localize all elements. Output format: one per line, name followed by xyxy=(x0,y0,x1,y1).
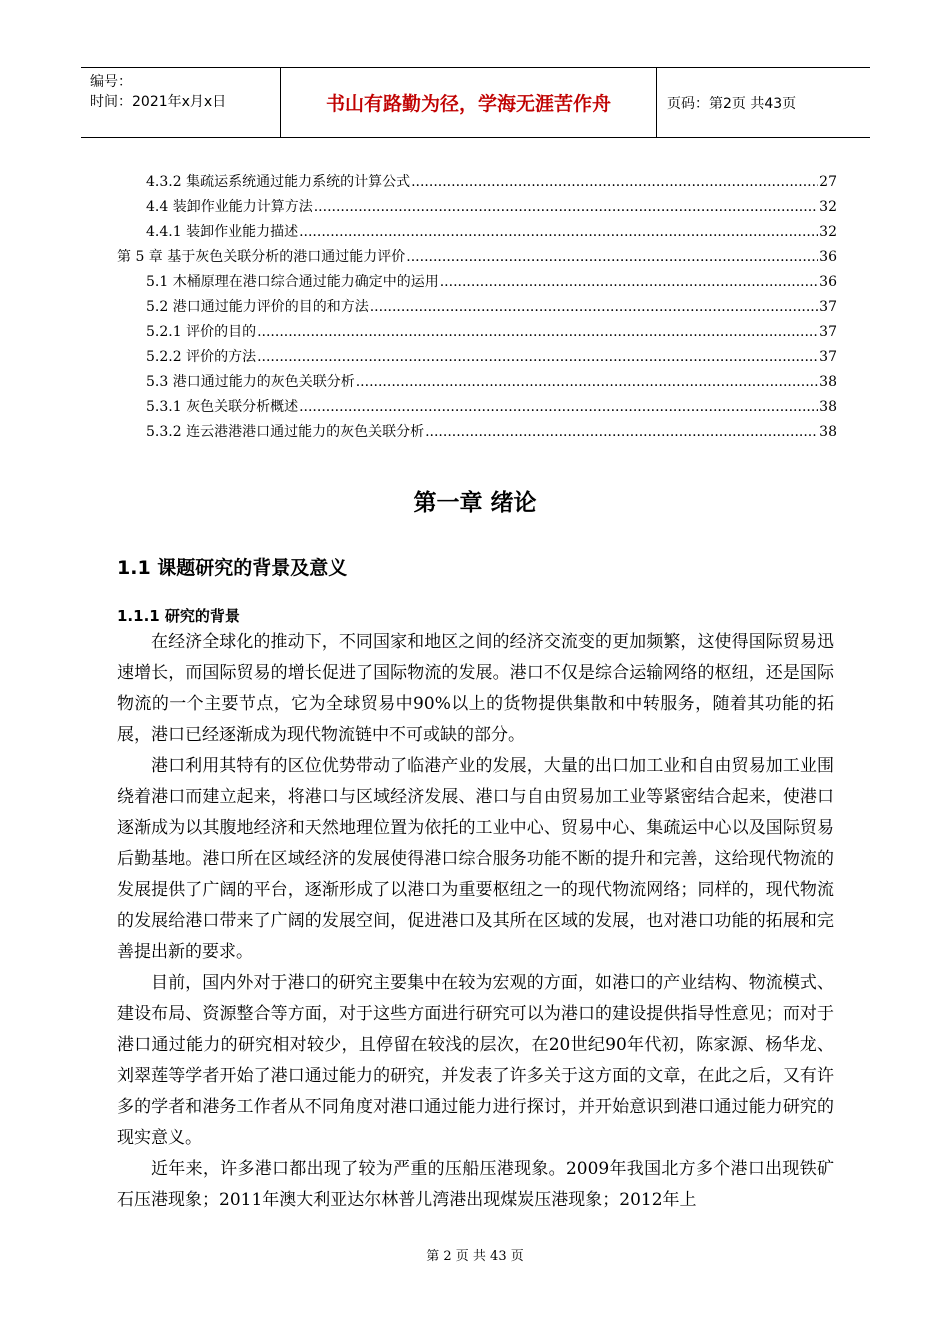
toc-entry-page: 38 xyxy=(819,374,837,390)
toc-leader xyxy=(411,170,818,195)
toc-entry[interactable] xyxy=(117,345,837,370)
page-footer: 第 2 页 共 43 页 xyxy=(426,1249,524,1264)
toc-leader xyxy=(257,320,818,345)
section-title: 1.1 课题研究的背景及意义 xyxy=(117,557,348,579)
toc-leader xyxy=(257,345,818,370)
toc-leader xyxy=(406,245,818,270)
toc-entry-title: 5.1 木桶原理在港口综合通过能力确定中的运用 xyxy=(146,274,439,290)
paragraph: 近年来，许多港口都出现了较为严重的压船压港现象。2009年我国北方多个港口出现铁矿石压港现象；2011年澳大利亚达尔林普儿湾港出现煤炭压港现象；2012年上 xyxy=(117,1159,834,1210)
toc-entry[interactable] xyxy=(117,370,837,395)
toc-entry[interactable] xyxy=(117,270,837,295)
toc-entry-page: 27 xyxy=(819,174,837,190)
paragraph: 目前，国内外对于港口的研究主要集中在较为宏观的方面，如港口的产业结构、物流模式、建设布局、资源整合等方面，对于这些方面进行研究可以为港口的建设提供指导性意见；而对于港口通过能力的研究相对较少，且停留在较浅的层次，在20世纪90年代初，陈家源、杨华龙、刘翠莲等学者开始了港口通过能力的研究，并发表了许多关于这方面的文章，在此之后，又有许多的学者和港务工作者从不同角度对港口通过能力进行探讨，并开始意识到港口通过能力研究的现实意义。 xyxy=(117,973,834,1148)
toc-entry[interactable] xyxy=(117,245,837,270)
toc-leader xyxy=(440,270,818,295)
paragraph: 港口利用其特有的区位优势带动了临港产业的发展，大量的出口加工业和自由贸易加工业围绕着港口而建立起来，将港口与区域经济发展、港口与自由贸易加工业等紧密结合起来，使港口逐渐成为以其腹地经济和天然地理位置为依托的工业中心、贸易中心、集疏运中心以及国际贸易后勤基地。港口所在区域经济的发展使得港口综合服务功能不断的提升和完善，这给现代物流的发展提供了广阔的平台，逐渐形成了以港口为重要枢纽之一的现代物流网络；同样的，现代物流的发展给港口带来了广阔的发展空间，促进港口及其所在区域的发展，也对港口功能的拓展和完善提出新的要求。 xyxy=(117,756,834,962)
toc-entry-page: 36 xyxy=(819,274,837,290)
toc-entry-title: 5.3 港口通过能力的灰色关联分析 xyxy=(146,374,355,390)
toc-leader xyxy=(425,420,818,445)
toc-entry-page: 32 xyxy=(819,199,837,215)
toc-leader xyxy=(314,195,818,220)
toc-entry-page: 36 xyxy=(819,249,837,265)
chapter-title: 第一章 绪论 xyxy=(413,490,537,516)
toc-leader xyxy=(370,295,818,320)
toc-entry[interactable] xyxy=(117,170,837,195)
toc-leader xyxy=(299,395,818,420)
toc-entry[interactable] xyxy=(117,420,837,445)
paragraph: 在经济全球化的推动下，不同国家和地区之间的经济交流变的更加频繁，这使得国际贸易迅速增长，而国际贸易的增长促进了国际物流的发展。港口不仅是综合运输网络的枢纽，还是国际物流的一个主要节点，它为全球贸易中90%以上的货物提供集散和中转服务，随着其功能的拓展，港口已经逐渐成为现代物流链中不可或缺的部分。 xyxy=(117,632,834,745)
header-meta xyxy=(81,68,281,137)
toc-entry-title: 第 5 章 基于灰色关联分析的港口通过能力评价 xyxy=(117,249,406,265)
toc-entry-page: 38 xyxy=(819,424,837,440)
toc-entry-page: 37 xyxy=(819,349,837,365)
header-page-label: 页码：第2页 共43页 xyxy=(667,95,797,112)
toc-entry-page: 37 xyxy=(819,299,837,315)
toc-entry-page: 32 xyxy=(819,224,837,240)
toc-entry[interactable] xyxy=(117,295,837,320)
toc-entry-title: 5.3.1 灰色关联分析概述 xyxy=(146,399,299,415)
toc-entry-page: 38 xyxy=(819,399,837,415)
toc-entry-title: 4.3.2 集疏运系统通过能力系统的计算公式 xyxy=(146,174,411,190)
toc-entry-page: 37 xyxy=(819,324,837,340)
toc-entry[interactable] xyxy=(117,195,837,220)
page-header xyxy=(81,67,870,138)
document-number-label: 编号： xyxy=(90,74,132,90)
toc-entry-title: 5.2.1 评价的目的 xyxy=(146,324,257,340)
document-time-label: 时间：2021年x月x日 xyxy=(90,94,227,110)
toc-entry-title: 5.2.2 评价的方法 xyxy=(146,349,257,365)
toc-entry-title: 5.2 港口通过能力评价的目的和方法 xyxy=(146,299,369,315)
toc-entry[interactable] xyxy=(117,395,837,420)
toc-entry[interactable] xyxy=(117,220,837,245)
toc-entry-title: 4.4 装卸作业能力计算方法 xyxy=(146,199,313,215)
toc-entry-title: 4.4.1 装卸作业能力描述 xyxy=(146,224,299,240)
header-motto: 书山有路勤为径，学海无涯苦作舟 xyxy=(281,68,657,137)
toc-entry-title: 5.3.2 连云港港港口通过能力的灰色关联分析 xyxy=(146,424,425,440)
subsection-title: 1.1.1 研究的背景 xyxy=(117,607,240,625)
table-of-contents xyxy=(117,170,837,445)
toc-leader xyxy=(299,220,818,245)
toc-leader xyxy=(356,370,818,395)
body-text xyxy=(117,627,834,1216)
toc-entry[interactable] xyxy=(117,320,837,345)
